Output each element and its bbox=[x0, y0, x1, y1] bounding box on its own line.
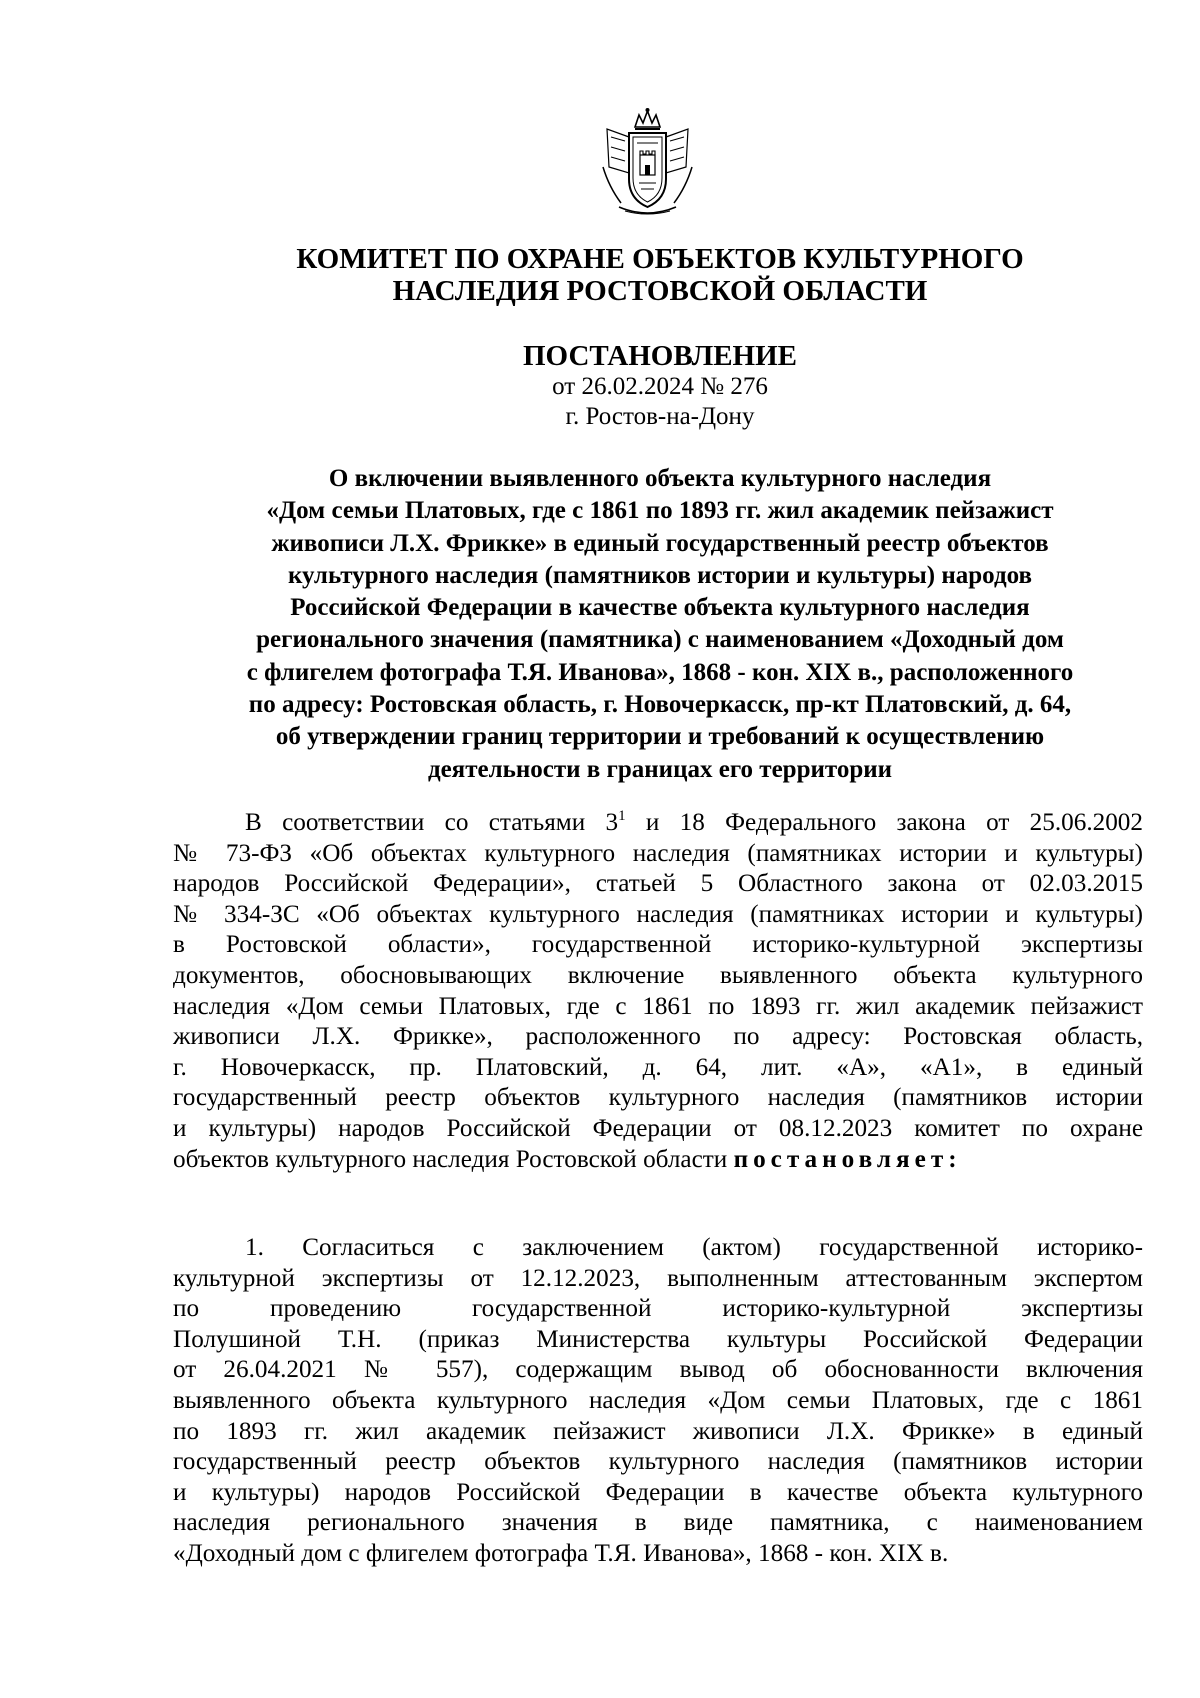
paragraph-line: «Доходный дом с флигелем фотографа Т.Я. Иванова», 1868 - кон. XIX в. bbox=[173, 1539, 949, 1567]
preamble-text: В соответствии со статьями 3 bbox=[245, 809, 619, 836]
paragraph-line: 1. Согласиться с заключением (актом) государственной историко- bbox=[245, 1234, 1143, 1261]
resolves-keyword: постановляет: bbox=[733, 1145, 962, 1173]
document-title-line: регионального значения (памятника) с наименованием «Доходный дом bbox=[256, 626, 1064, 654]
paragraph-line bbox=[173, 1145, 1143, 1176]
committee-name-line: НАСЛЕДИЯ РОСТОВСКОЙ ОБЛАСТИ bbox=[392, 275, 928, 307]
committee-name bbox=[140, 243, 1180, 307]
document-city: г. Ростов-на-Дону bbox=[565, 403, 755, 430]
preamble-text: и 18 Федерального закона от 25.06.2002 bbox=[625, 809, 1143, 836]
document-title-line: об утверждении границ территории и требований к осуществлению bbox=[275, 723, 1045, 751]
paragraph-line: по 1893 гг. жил академик пейзажист живописи Л.Х. Фрикке» в единый bbox=[173, 1417, 1143, 1445]
rostov-region-coat-of-arms-icon bbox=[599, 107, 696, 218]
paragraph-line: в Ростовской области», государственной историко-культурной экспертизы bbox=[173, 931, 1143, 959]
document-title-line: с флигелем фотографа Т.Я. Иванова», 1868 - кон. XIX в., расположенного bbox=[246, 658, 1074, 686]
paragraph-line: выявленного объекта культурного наследия «Дом семьи Платовых, где с 1861 bbox=[173, 1386, 1143, 1414]
paragraph-line: по проведению государственной историко-культурной экспертизы bbox=[173, 1295, 1143, 1323]
paragraph-line: культурной экспертизы от 12.12.2023, выполненным аттестованным экспертом bbox=[173, 1264, 1143, 1292]
document-title-line: Российской Федерации в качестве объекта культурного наследия bbox=[290, 594, 1030, 622]
paragraph-line: Полушиной Т.Н. (приказ Министерства культуры Российской Федерации bbox=[173, 1325, 1143, 1353]
document-title-line: по адресу: Ростовская область, г. Новочеркасск, пр-кт Платовский, д. 64, bbox=[248, 691, 1072, 719]
paragraph-line: документов, обосновывающих включение выявленного объекта культурного bbox=[173, 961, 1143, 989]
superscript-article-number: 1 bbox=[618, 808, 626, 824]
paragraph-line: г. Новочеркасск, пр. Платовский, д. 64, лит. «А», «А1», в единый bbox=[173, 1053, 1143, 1081]
document-title-line: живописи Л.Х. Фрикке» в единый государственный реестр объектов bbox=[271, 529, 1049, 557]
paragraph-line: № 73-ФЗ «Об объектах культурного наследия (памятниках истории и культуры) bbox=[173, 839, 1143, 867]
paragraph-line: и культуры) народов Российской Федерации в качестве объекта культурного bbox=[173, 1478, 1143, 1506]
document-title-line: культурного наследия (памятников истории и культуры) народов bbox=[287, 561, 1032, 589]
preamble-paragraph bbox=[173, 808, 1143, 1175]
paragraph-line: № 334-ЗС «Об объектах культурного наследия (памятниках истории и культуры) bbox=[173, 900, 1143, 928]
document-title-line: деятельности в границах его территории bbox=[427, 755, 893, 783]
paragraph-line: от 26.04.2021 № 557), содержащим вывод об обоснованности включения bbox=[173, 1356, 1143, 1384]
paragraph-line: и культуры) народов Российской Федерации от 08.12.2023 комитет по охране bbox=[173, 1114, 1143, 1142]
document-type: ПОСТАНОВЛЕНИЕ bbox=[522, 340, 797, 372]
paragraph-line bbox=[173, 808, 1143, 839]
paragraph-line: живописи Л.Х. Фрикке», расположенного по адресу: Ростовская область, bbox=[173, 1023, 1143, 1051]
preamble-text: объектов культурного наследия Ростовской области bbox=[173, 1145, 734, 1173]
committee-name-line: КОМИТЕТ ПО ОХРАНЕ ОБЪЕКТОВ КУЛЬТУРНОГО bbox=[296, 243, 1024, 275]
paragraph-line: государственный реестр объектов культурного наследия (памятников истории bbox=[173, 1448, 1143, 1476]
paragraph-line: народов Российской Федерации», статьей 5 Областного закона от 02.03.2015 bbox=[173, 870, 1143, 898]
paragraph-line: наследия «Дом семьи Платовых, где с 1861 по 1893 гг. жил академик пейзажист bbox=[173, 992, 1143, 1020]
item-1-paragraph bbox=[173, 1233, 1143, 1570]
paragraph-line: государственный реестр объектов культурного наследия (памятников истории bbox=[173, 1084, 1143, 1112]
document-title-line: О включении выявленного объекта культурного наследия bbox=[328, 465, 992, 492]
document-title-line: «Дом семьи Платовых, где с 1861 по 1893 гг. жил академик пейзажист bbox=[266, 497, 1054, 525]
document-date-number: от 26.02.2024 № 276 bbox=[552, 373, 768, 400]
paragraph-line: наследия регионального значения в виде памятника, с наименованием bbox=[173, 1509, 1143, 1537]
document-title bbox=[140, 463, 1180, 786]
